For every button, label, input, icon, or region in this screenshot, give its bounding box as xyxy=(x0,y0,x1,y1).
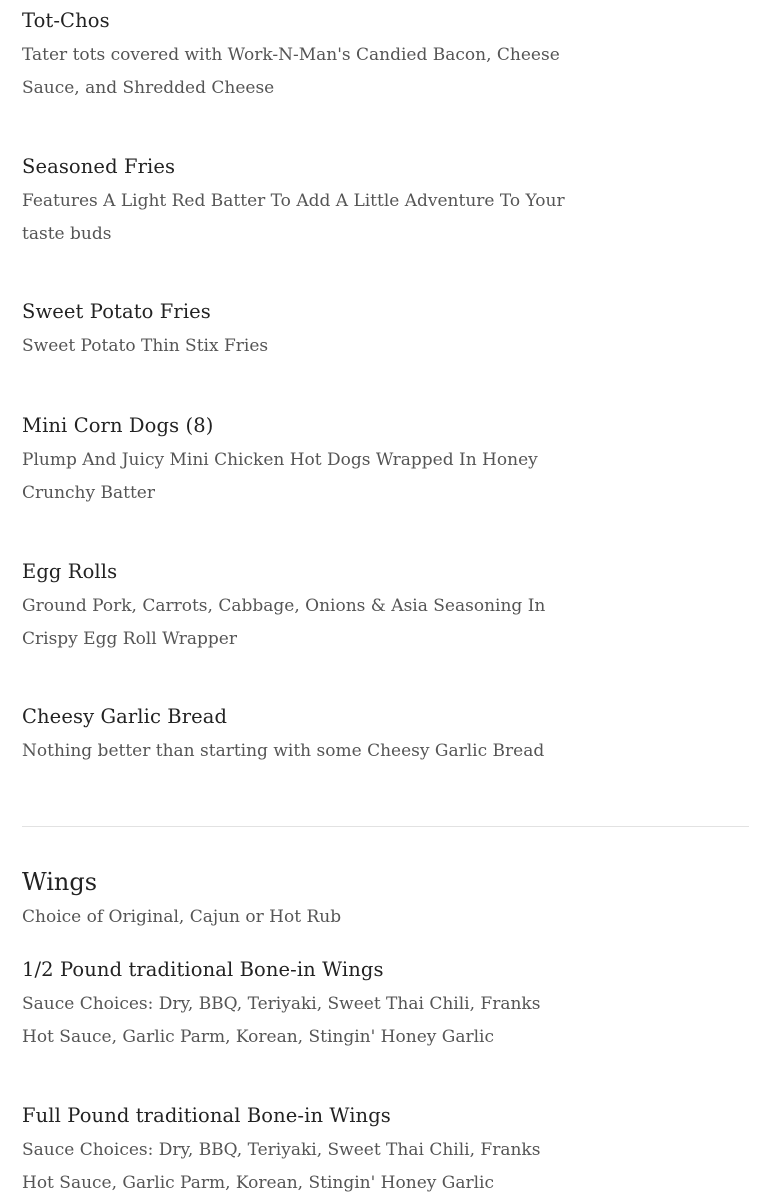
menu-item-description: Nothing better than starting with some Cheesy Garlic Bread xyxy=(22,741,545,761)
menu-item-description: Features A Light Red Batter To Add A Little Adventure To Your taste buds xyxy=(22,191,565,244)
section-description: Choice of Original, Cajun or Hot Rub xyxy=(22,907,342,927)
menu-item-cheesy-garlic-bread xyxy=(22,703,567,768)
section-title: Wings xyxy=(22,868,98,896)
menu-item-full-pound-wings xyxy=(22,1102,567,1199)
menu-item-name: Seasoned Fries xyxy=(22,155,176,178)
menu-item-seasoned-fries xyxy=(22,153,567,250)
section-divider xyxy=(22,826,749,827)
menu-item-name: Sweet Potato Fries xyxy=(22,300,211,323)
menu-item-name: Full Pound traditional Bone-in Wings xyxy=(22,1104,391,1127)
menu-item-name: Mini Corn Dogs (8) xyxy=(22,414,214,437)
menu-item-tot-chos xyxy=(22,7,567,104)
menu-item-description: Sauce Choices: Dry, BBQ, Teriyaki, Sweet Thai Chili, Franks Hot Sauce, Garlic Parm, Korean, Stingin' Honey Garlic xyxy=(22,994,541,1047)
menu-item-half-pound-wings xyxy=(22,956,567,1053)
menu-item-egg-rolls xyxy=(22,558,567,655)
menu-item-name: Egg Rolls xyxy=(22,560,118,583)
menu-item-sweet-potato-fries xyxy=(22,298,567,363)
menu-item-description: Ground Pork, Carrots, Cabbage, Onions & Asia Seasoning In Crispy Egg Roll Wrapper xyxy=(22,596,546,649)
menu-item-description: Tater tots covered with Work-N-Man's Candied Bacon, Cheese Sauce, and Shredded Cheese xyxy=(22,45,560,98)
menu-item-name: Cheesy Garlic Bread xyxy=(22,705,228,728)
menu-item-name: 1/2 Pound traditional Bone-in Wings xyxy=(22,958,384,981)
menu-item-description: Plump And Juicy Mini Chicken Hot Dogs Wrapped In Honey Crunchy Batter xyxy=(22,450,538,503)
menu-item-description: Sweet Potato Thin Stix Fries xyxy=(22,336,269,356)
menu-item-name: Tot-Chos xyxy=(22,9,110,32)
menu-item-mini-corn-dogs xyxy=(22,412,567,509)
menu-item-description: Sauce Choices: Dry, BBQ, Teriyaki, Sweet Thai Chili, Franks Hot Sauce, Garlic Parm, Korean, Stingin' Honey Garlic xyxy=(22,1140,541,1193)
